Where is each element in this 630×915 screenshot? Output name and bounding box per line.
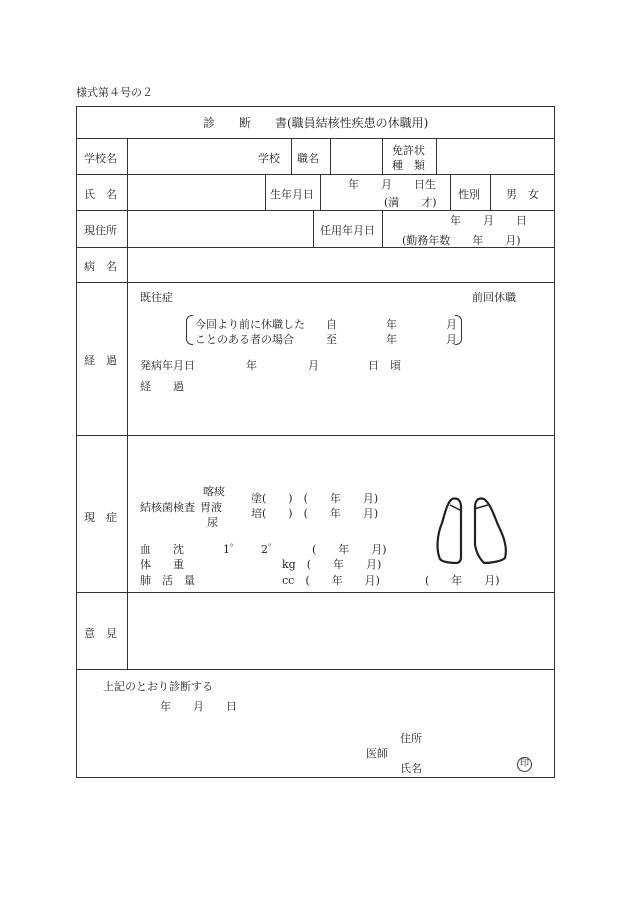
rule (436, 138, 437, 174)
age-field[interactable]: (満 才) (384, 196, 437, 209)
rule (76, 435, 555, 436)
previous-leave-label: 前回休職 (472, 291, 516, 304)
weight-field[interactable]: kg ( 年 月) (282, 558, 382, 571)
license-label-1: 免許状 (392, 144, 425, 157)
doctor-label: 医師 (366, 747, 388, 760)
onset-year: 年 (246, 359, 257, 372)
rule (76, 174, 555, 175)
to-label: 至 (326, 333, 337, 346)
to-year: 年 (386, 333, 397, 346)
onset-day: 日 頃 (368, 359, 401, 372)
rule (382, 210, 383, 247)
from-label: 自 (326, 318, 337, 331)
opinion-label: 意 見 (84, 627, 117, 640)
rule (265, 174, 266, 210)
onset-month: 月 (308, 359, 319, 372)
culture-field[interactable]: 培( ) ( 年 月) (251, 507, 379, 520)
lung-diagram-icon[interactable] (432, 495, 514, 570)
from-month: 月 (446, 318, 457, 331)
license-field[interactable] (439, 140, 552, 172)
specimen-urine: 尿 (207, 516, 218, 529)
post-field[interactable] (333, 140, 379, 172)
esr-2h[interactable]: 2゜ (261, 543, 279, 556)
school-name-label: 学校名 (84, 152, 117, 165)
seal-icon[interactable]: 印 (517, 757, 532, 772)
post-label: 職名 (297, 152, 319, 165)
form-number: 様式第４号の２ (76, 86, 153, 99)
address-label: 現住所 (84, 224, 117, 237)
disease-field[interactable] (130, 249, 552, 280)
weight-label: 体 重 (140, 558, 184, 571)
dob-ymd[interactable]: 年 月 日生 (348, 178, 436, 191)
school-suffix: 学校 (258, 152, 280, 165)
address-field[interactable] (130, 212, 310, 244)
specimen-sputum: 喀痰 (203, 485, 225, 498)
rule (320, 174, 321, 210)
prev-leave-line-2: ことのある者の場合 (195, 333, 294, 346)
license-label-2: 種 類 (392, 159, 425, 172)
to-month: 月 (446, 333, 457, 346)
opinion-field[interactable] (130, 595, 552, 667)
past-illness-label: 既往症 (140, 291, 173, 304)
doctor-address-label: 住所 (400, 732, 422, 745)
test-label: 結核菌検査 (140, 501, 195, 514)
rule (76, 669, 555, 670)
rule (490, 174, 491, 210)
current-label: 現 症 (84, 511, 117, 524)
rule (291, 138, 292, 174)
diagnosis-statement: 上記のとおり診断する (103, 680, 213, 693)
rule (76, 592, 555, 593)
onset-date-label: 発病年月日 (140, 359, 195, 372)
esr-1h[interactable]: 1゜ (223, 543, 241, 556)
from-year: 年 (386, 318, 397, 331)
history-field[interactable] (130, 395, 552, 433)
rule (76, 210, 555, 211)
left-bracket (186, 315, 193, 345)
xray-date[interactable]: ( 年 月) (425, 574, 500, 587)
appointed-date-label: 任用年月日 (320, 224, 375, 237)
sex-selector[interactable]: 男 女 (506, 188, 539, 201)
name-label: 氏 名 (84, 188, 117, 201)
esr-label: 血 沈 (140, 543, 184, 556)
disease-label: 病 名 (84, 260, 117, 273)
rule (382, 138, 383, 174)
sex-label: 性別 (458, 188, 480, 201)
appointed-date-field[interactable]: 年 月 日 (450, 214, 527, 227)
history-label: 経 過 (84, 354, 117, 367)
service-years-field[interactable]: (勤務年数 年 月) (402, 234, 521, 247)
rule (76, 282, 555, 283)
form-title: 診 断 書(職員結核性疾患の休職用) (203, 116, 429, 130)
rule (450, 174, 451, 210)
rule (127, 138, 128, 669)
name-field[interactable] (130, 176, 262, 208)
doctor-name-label: 氏名 (400, 762, 422, 775)
vital-capacity-label: 肺 活 量 (140, 574, 195, 587)
vital-capacity-field[interactable]: cc ( 年 月) (282, 574, 380, 587)
prev-leave-line-1: 今回より前に休職した (195, 318, 305, 331)
course-label: 経 過 (140, 380, 184, 393)
esr-date[interactable]: ( 年 月) (312, 543, 387, 556)
smear-field[interactable]: 塗( ) ( 年 月) (251, 492, 379, 505)
rule (330, 138, 331, 174)
dob-label: 生年月日 (270, 188, 314, 201)
diagnosis-date[interactable]: 年 月 日 (160, 700, 237, 713)
specimen-gastric: 胃液 (200, 501, 222, 514)
rule (76, 138, 555, 139)
rule (313, 210, 314, 247)
